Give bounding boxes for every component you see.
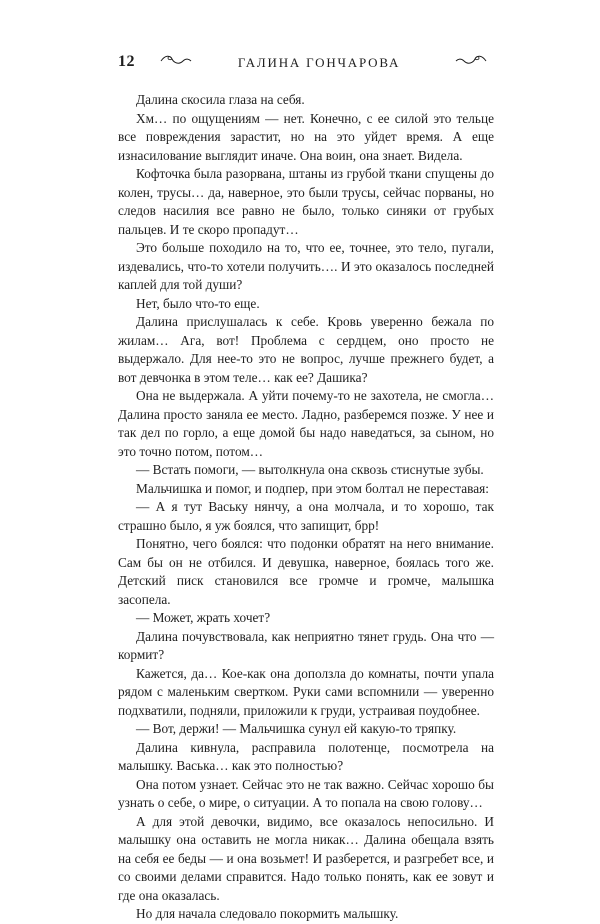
paragraph: — Встать помоги, — вытолкнула она сквозь стиснутые зубы. — [136, 462, 484, 477]
paragraph: Кофточка была разорвана, штаны из грубой ткани спущены до колен, трусы… да, наверное, это были трусы, сейчас порваны, но следов насилия все равно не было, только синяки от грубых пальцев. И те скоро пропадут… — [118, 166, 494, 237]
paragraph: Далина прислушалась к себе. Кровь уверенно бежала по жилам… Ага, вот! Проблема с сердцем, оно просто не выдержало. Для нее-то это не вопрос, лучше прежнего будет, а вот девчонка в этом теле… как ее? Дашика? — [118, 314, 494, 385]
paragraph: Далина скосила глаза на себя. — [136, 92, 305, 107]
page-number: 12 — [118, 53, 135, 70]
body-text — [118, 91, 494, 924]
paragraph: Хм… по ощущениям — нет. Конечно, с ее силой это тельце все повреждения зарастит, но на это уйдет время. А еще изнасилование выглядит иначе. Она воин, она знает. Видела. — [118, 110, 494, 163]
paragraph: А для этой девочки, видимо, все оказалось непосильно. И малышку она оставить не могла никак… Далина обещала взять на себя ее беды — и она возьмет! И разберется, и разгребет все, и со своими делами справится. Надо только понять, как ее зовут и где она оказалась. — [118, 813, 494, 903]
paragraph: Мальчишка и помог, и подпер, при этом болтал не переставая: — [136, 480, 489, 496]
paragraph: — Может, жрать хочет? — [136, 610, 271, 625]
paragraph: Но для начала следовало покормить малышку. — [136, 906, 399, 921]
paragraph: — Вот, держи! — Мальчишка сунул ей какую-то тряпку. — [136, 721, 457, 736]
paragraph: Нет, было что-то еще. — [136, 295, 260, 311]
paragraph: — А я тут Ваську нянчу, а она молчала, и то хорошо, так страшно было, я уж боялся, что запищит, брр! — [118, 499, 494, 533]
flourish-ornament-icon — [455, 54, 487, 68]
running-title: ГАЛИНА ГОНЧАРОВА — [237, 55, 401, 70]
paragraph: Далина почувствовала, как неприятно тянет грудь. Она что — кормит? — [118, 628, 494, 662]
paragraph: Понятно, чего боялся: что подонки обратят на него внимание. Сам бы он не отбился. И девушка, наверное, боялась того же. Детский писк становился все громче и громче, малышка засопела. — [118, 536, 494, 607]
paragraph: Далина кивнула, расправила полотенце, посмотрела на малышку. Васька… как это полностью? — [118, 739, 494, 773]
paragraph: Она не выдержала. А уйти почему-то не захотела, не смогла… Далина просто заняла ее место. Ладно, разберемся позже. У нее и так дел по горло, а еще домой бы надо наведаться, за сыном, но это точно потом, потом… — [118, 388, 494, 459]
paragraph: Это больше походило на то, что ее, точнее, это тело, пугали, издевались, что-то хотели получить…. И это оказалось последней каплей для той души? — [118, 240, 494, 292]
paragraph: Она потом узнает. Сейчас это не так важно. Сейчас хорошо бы узнать о себе, о мире, о ситуации. А то попала на свою голову… — [118, 776, 494, 810]
page-header — [118, 50, 494, 74]
paragraph: Кажется, да… Кое-как она доползла до комнаты, почти упала рядом с маленьким свертком. Руки сами вспомнили — уверенно подхватили, подняли, приложили к груди, устраивая поудобнее. — [118, 665, 494, 718]
